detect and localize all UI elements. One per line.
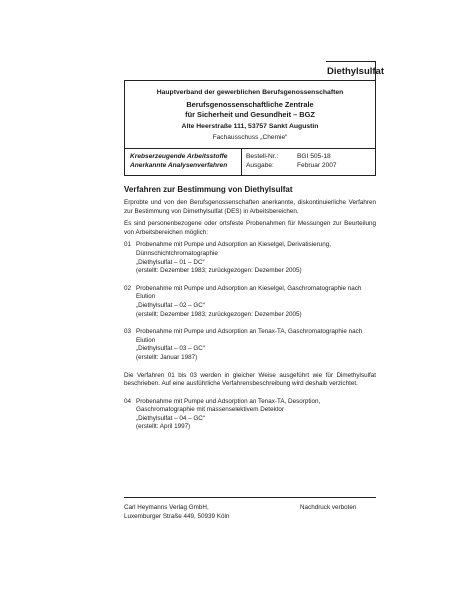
- committee: Fachausschuss „Chemie“: [212, 134, 288, 141]
- issuer-line-3: für Sicherheit und Gesundheit – BGZ: [185, 110, 315, 119]
- publisher-address: Luxemburger Straße 449, 50939 Köln: [124, 513, 230, 520]
- publisher-name: Carl Heymanns Verlag GmbH,: [124, 504, 209, 511]
- method-text: [136, 398, 376, 432]
- category-1: Krebserzeugende Arbeitsstoffe: [130, 153, 228, 160]
- method-number: 01: [124, 241, 132, 249]
- method-list-a: [124, 241, 376, 362]
- method-item: [124, 241, 376, 275]
- meta-labels: [246, 152, 278, 170]
- method-text: [136, 328, 376, 362]
- edition-label: Ausgabe:: [246, 162, 274, 169]
- method-item: [124, 285, 376, 319]
- issuer-line-1: Hauptverband der gewerblichen Berufsgenossenschaften: [156, 89, 344, 96]
- reprint-notice: Nachdruck verboten: [300, 504, 357, 511]
- method-description: Probenahme mit Pumpe und Adsorption an Tenax-TA, Desorption, Gaschromatographie mit massenselektivem Detektor: [136, 397, 321, 414]
- main-content: [124, 185, 376, 441]
- method-text: [136, 285, 376, 319]
- intro-paragraph-2: Es sind personenbezogene oder ortsfeste Probenahmen für Messungen zur Beurteilung von Arbeitsbereichen möglich:: [124, 220, 376, 236]
- publisher-block: [124, 503, 229, 521]
- issuer-block: [125, 81, 375, 148]
- method-item: [124, 328, 376, 362]
- method-number: 03: [124, 328, 132, 336]
- method-created: (erstellt: April 1997): [136, 423, 191, 431]
- order-label: Bestell-Nr.:: [246, 153, 279, 160]
- section-heading: Verfahren zur Bestimmung von Diethylsulfat: [124, 185, 293, 194]
- method-text: [136, 241, 376, 275]
- category-2: Anerkannte Analysenverfahren: [130, 162, 228, 169]
- edition-value: Februar 2007: [297, 162, 337, 169]
- method-number: 04: [124, 397, 132, 405]
- method-list-b: [124, 398, 376, 432]
- box-divider: [125, 148, 375, 149]
- method-code: „Diethylsulfat – 03 – GC“: [136, 345, 205, 353]
- method-code: „Diethylsulfat – 04 – GC“: [136, 414, 205, 422]
- method-number: 02: [124, 284, 132, 292]
- method-created: (erstellt: Januar 1987): [136, 353, 198, 361]
- info-box: [124, 80, 376, 176]
- footer-rule: [124, 497, 376, 498]
- order-value: BGI 505-18: [297, 153, 331, 160]
- note-paragraph: Die Verfahren 01 bis 03 werden in gleicher Weise ausgeführt wie für Dimethylsulfat beschrieben. Auf eine ausführliche Verfahrensbeschreibung wird deshalb verzichtet.: [124, 371, 376, 388]
- header-title: Diethylsulfat: [327, 66, 385, 77]
- category-block: [130, 152, 227, 170]
- method-item: [124, 398, 376, 432]
- meta-values: [297, 152, 337, 170]
- method-code: „Diethylsulfat – 02 – GC“: [136, 301, 205, 309]
- method-description: Probenahme mit Pumpe und Adsorption an Kieselgel, Gaschromatographie nach Elution: [136, 284, 362, 301]
- method-created: (erstellt: Dezember 1983; zurückgezogen: Dezember 2005): [136, 310, 302, 318]
- box-column-divider: [241, 148, 242, 176]
- header-rule: [326, 61, 376, 62]
- intro-paragraph-1: Erprobte und von den Berufsgenossenschaften anerkannte, diskontinuierliche Verfahren zur Bestimmung von Dimethylsulfat (DES) in Arbeitsbereichen.: [124, 199, 376, 215]
- method-created: (erstellt: Dezember 1983; zurückgezogen: Dezember 2005): [136, 267, 302, 275]
- method-code: „Diethylsulfat – 01 – DC“: [136, 258, 205, 266]
- method-description: Probenahme mit Pumpe und Adsorption an Tenax-TA, Gaschromatographie nach Elution: [136, 328, 363, 344]
- method-description: Probenahme mit Pumpe und Adsorption an Kieselgel, Derivatisierung, Dünnschichtchromatographie: [136, 241, 331, 257]
- issuer-line-2: Berufsgenossenschaftliche Zentrale: [186, 100, 314, 109]
- issuer-address: Alte Heerstraße 111, 53757 Sankt Augustin: [181, 123, 319, 130]
